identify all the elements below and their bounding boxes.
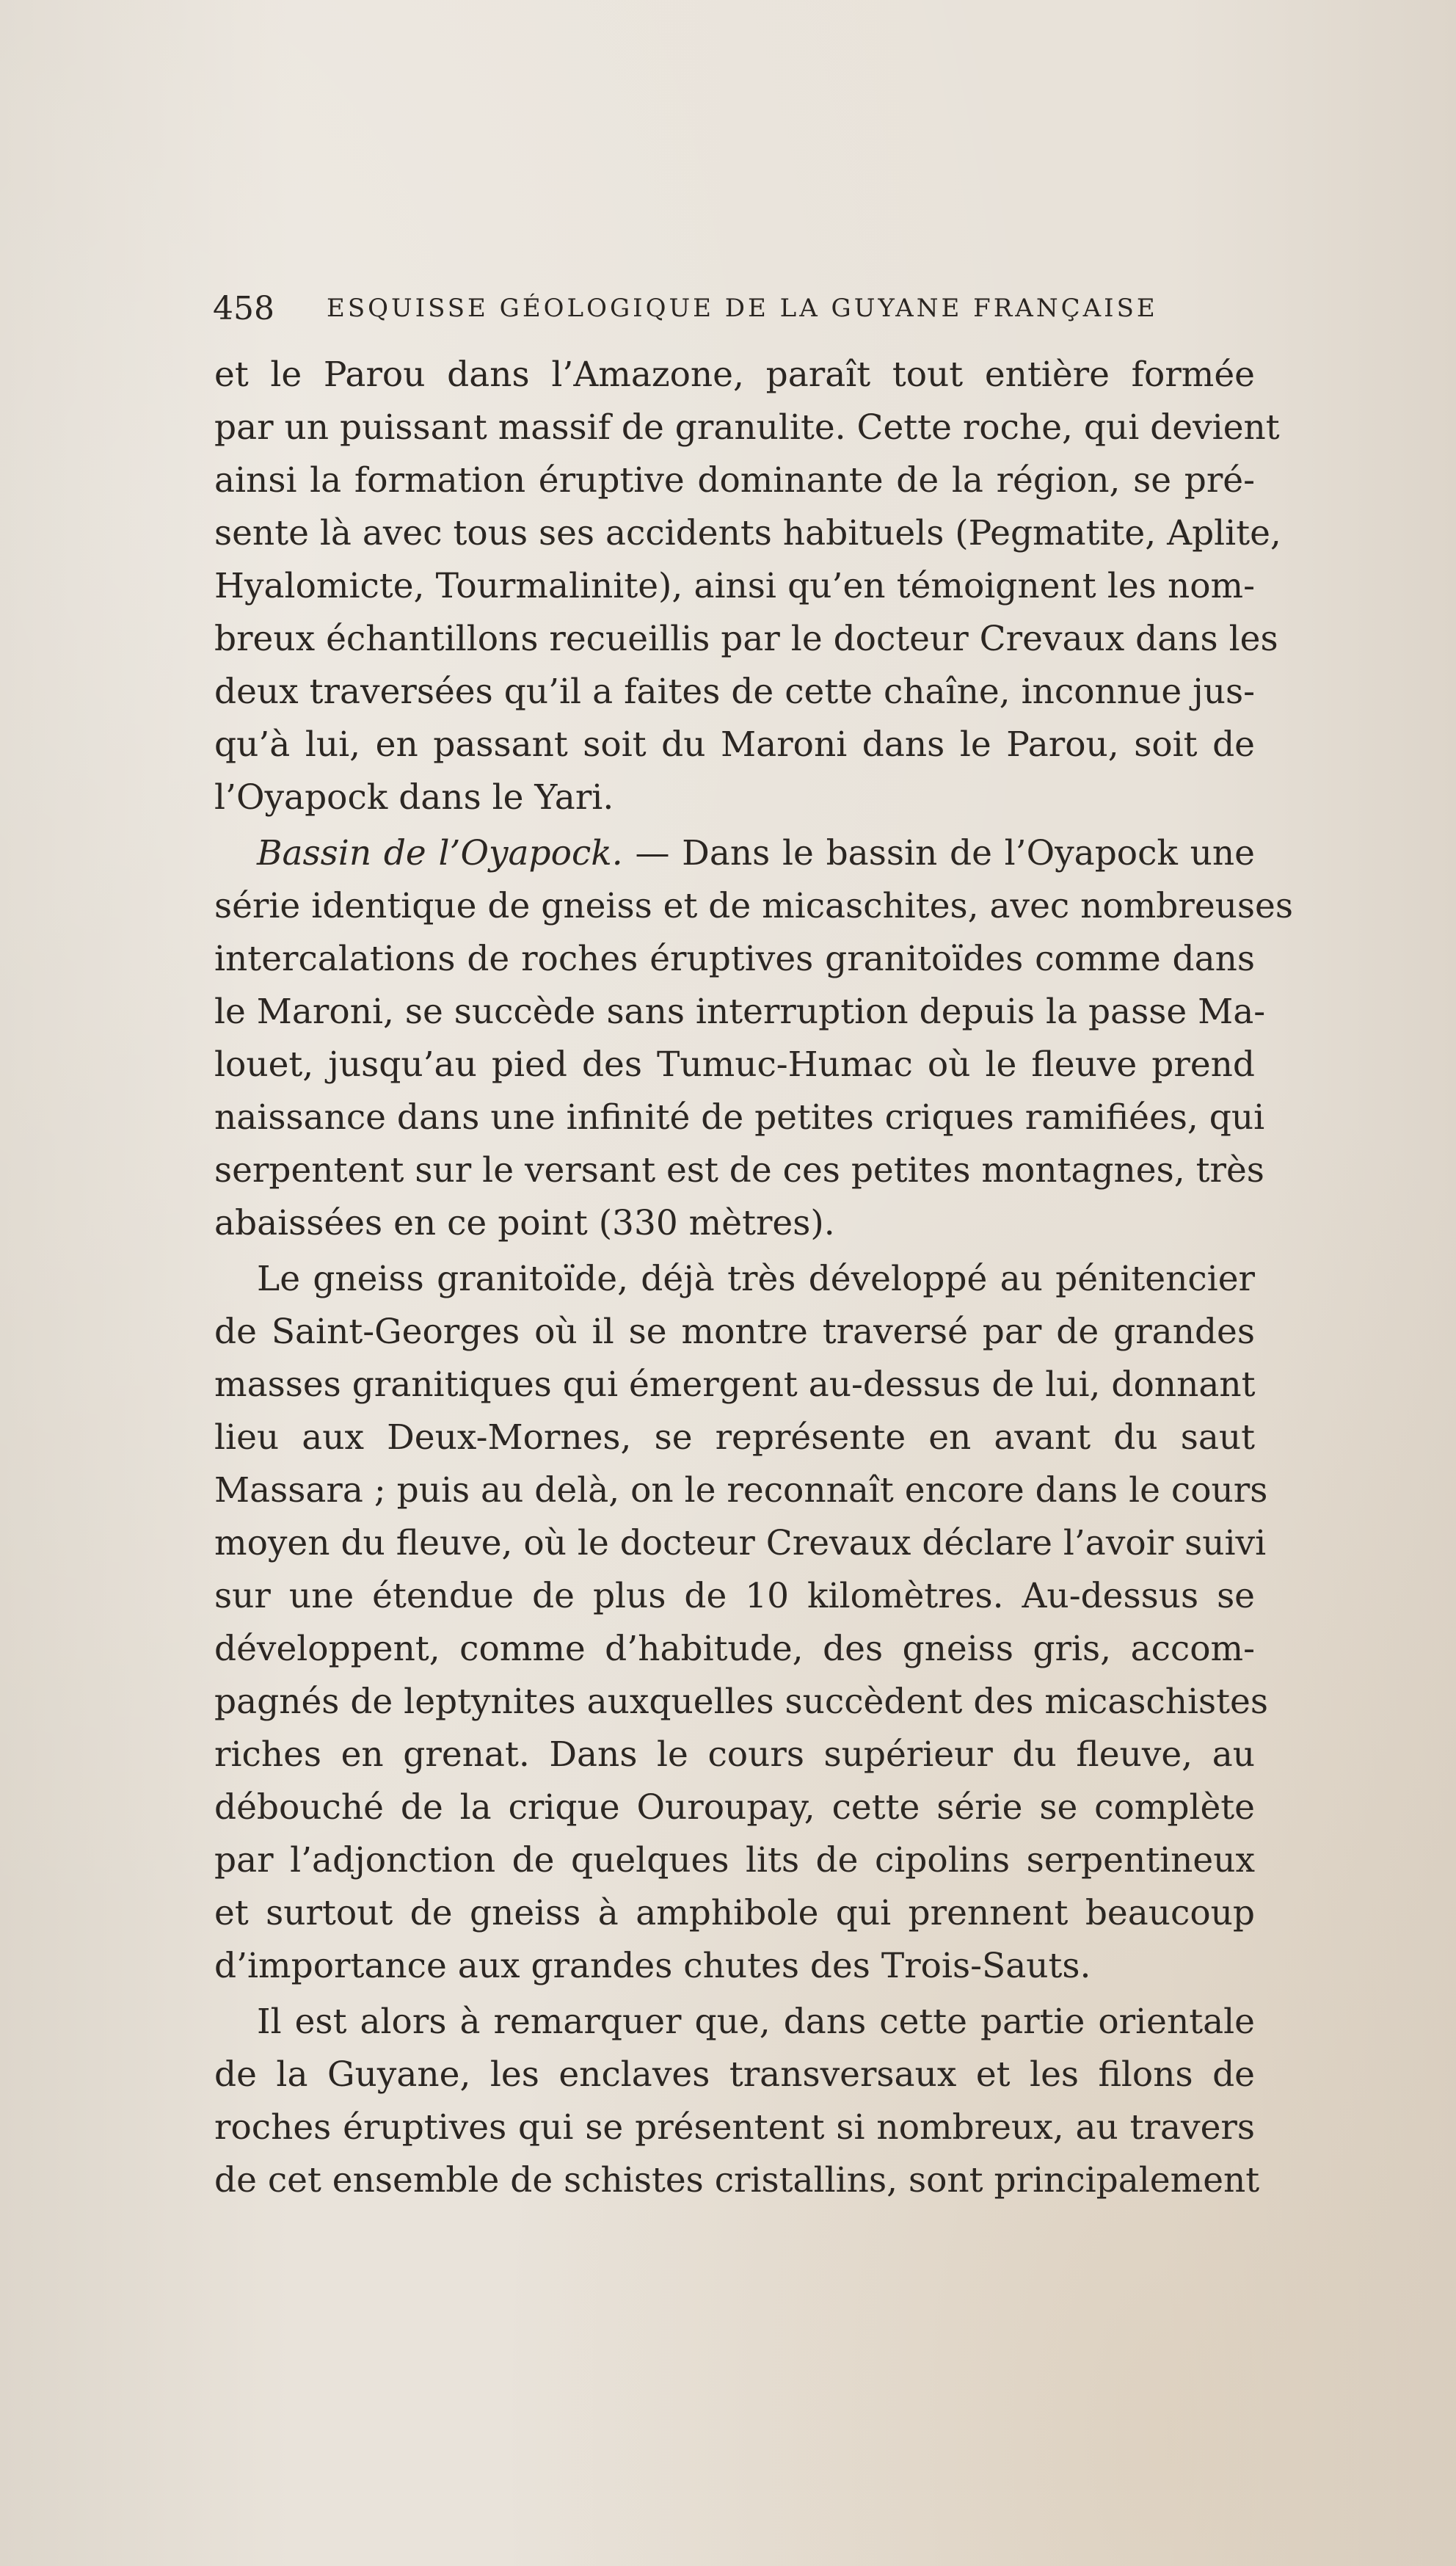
text-line: série identique de gneiss et de micaschites, avec nombreuses bbox=[214, 886, 1293, 926]
text-line: par un puissant massif de granulite. Cette roche, qui devient bbox=[214, 407, 1280, 448]
text-line: naissance dans une infinité de petites criques ramifiées, qui bbox=[214, 1097, 1265, 1138]
text-line: par l’adjonction de quelques lits de cipolins serpentineux bbox=[214, 1840, 1255, 1880]
section-first-line-text: — Dans le bassin de l’Oyapock une bbox=[635, 833, 1255, 873]
section-heading: Bassin de l’Oyapock. bbox=[257, 833, 623, 873]
text-line: intercalations de roches éruptives granitoïdes comme dans bbox=[214, 939, 1255, 979]
text-line: masses granitiques qui émergent au-dessus de lui, donnant bbox=[214, 1364, 1256, 1405]
text-line: sur une étendue de plus de 10 kilomètres. Au-dessus se bbox=[214, 1576, 1255, 1616]
text-line: et le Parou dans l’Amazone, paraît tout entière formée bbox=[214, 355, 1255, 395]
text-line: sente là avec tous ses accidents habituels (Pegmatite, Aplite, bbox=[214, 513, 1281, 553]
text-line: roches éruptives qui se présentent si nombreux, au travers bbox=[214, 2107, 1255, 2148]
text-line: Hyalomicte, Tourmalinite), ainsi qu’en témoignent les nom- bbox=[214, 566, 1255, 606]
text-line: qu’à lui, en passant soit du Maroni dans le Parou, soit de bbox=[214, 724, 1255, 765]
text-line: riches en grenat. Dans le cours supérieur du fleuve, au bbox=[214, 1734, 1255, 1775]
text-line: serpentent sur le versant est de ces petites montagnes, très bbox=[214, 1150, 1264, 1191]
running-title: ESQUISSE GÉOLOGIQUE DE LA GUYANE FRANÇAISE bbox=[327, 294, 1158, 323]
text-line: moyen du fleuve, où le docteur Crevaux déclare l’avoir suivi bbox=[214, 1523, 1267, 1563]
text-line: l’Oyapock dans le Yari. bbox=[214, 777, 614, 818]
text-line: Le gneiss granitoïde, déjà très développé au pénitencier bbox=[257, 1259, 1255, 1299]
text-line: Il est alors à remarquer que, dans cette partie orientale bbox=[257, 2002, 1255, 2042]
text-line: de Saint-Georges où il se montre traversé par de grandes bbox=[214, 1312, 1255, 1352]
page-header bbox=[213, 290, 1255, 334]
page-number: 458 bbox=[213, 290, 274, 327]
text-line: lieu aux Deux-Mornes, se représente en avant du saut bbox=[214, 1417, 1255, 1458]
text-line: débouché de la crique Ouroupay, cette série se complète bbox=[214, 1787, 1255, 1828]
text-line: breux échantillons recueillis par le docteur Crevaux dans les bbox=[214, 619, 1278, 659]
text-line: Massara ; puis au delà, on le reconnaît encore dans le cours bbox=[214, 1470, 1268, 1511]
text-line: le Maroni, se succède sans interruption depuis la passe Ma- bbox=[214, 992, 1266, 1032]
text-line: pagnés de leptynites auxquelles succèdent des micaschistes bbox=[214, 1682, 1268, 1722]
section-first-line bbox=[214, 827, 1255, 880]
text-line: louet, jusqu’au pied des Tumuc-Humac où le fleuve prend bbox=[214, 1044, 1255, 1085]
text-line: abaissées en ce point (330 mètres). bbox=[214, 1203, 835, 1243]
text-line: deux traversées qu’il a faites de cette chaîne, inconnue jus- bbox=[214, 672, 1255, 712]
text-line: développent, comme d’habitude, des gneiss gris, accom- bbox=[214, 1629, 1255, 1669]
text-line: de la Guyane, les enclaves transversaux et les filons de bbox=[214, 2054, 1255, 2095]
text-line: de cet ensemble de schistes cristallins, sont principalement bbox=[214, 2160, 1260, 2200]
text-line: et surtout de gneiss à amphibole qui prennent beaucoup bbox=[214, 1893, 1255, 1933]
text-line: ainsi la formation éruptive dominante de la région, se pré- bbox=[214, 460, 1255, 501]
text-line: d’importance aux grandes chutes des Trois-Sauts. bbox=[214, 1946, 1091, 1986]
